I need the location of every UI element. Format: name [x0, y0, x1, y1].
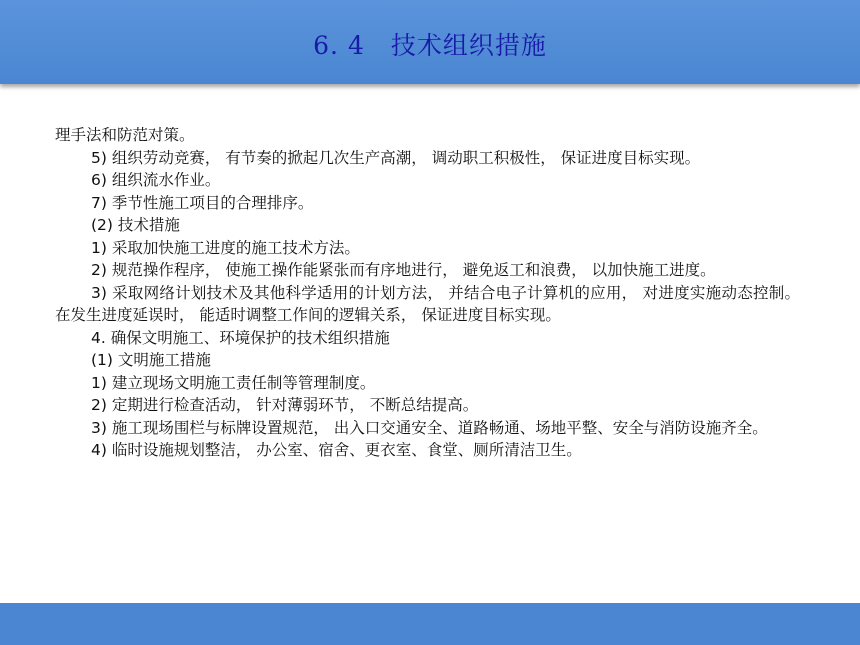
body-paragraph: 4) 临时设施规划整洁， 办公室、宿舍、更衣室、食堂、厕所清洁卫生。	[91, 441, 582, 459]
body-paragraph: 5) 组织劳动竞赛， 有节奏的掀起几次生产高潮， 调动职工积极性， 保证进度目标实现。	[91, 148, 701, 167]
slide-body	[55, 124, 800, 462]
body-paragraph: 2) 定期进行检查活动， 针对薄弱环节， 不断总结提高。	[91, 396, 479, 414]
footer-bar	[0, 603, 860, 645]
body-paragraph: (2) 技术措施	[91, 216, 180, 234]
body-paragraph: 3) 采取网络计划技术及其他科学适用的计划方法， 并结合电子计算机的应用， 对进度实施动态控制。在发生进度延误时， 能适时调整工作间的逻辑关系， 保证进度目标实现。	[55, 283, 800, 324]
body-paragraph: 7) 季节性施工项目的合理排序。	[91, 193, 314, 212]
slide-title: 6. 4 技术组织措施	[313, 31, 547, 60]
body-paragraph: 2) 规范操作程序， 使施工操作能紧张而有序地进行， 避免返工和浪费， 以加快施工进度。	[91, 261, 716, 279]
header-bar	[0, 0, 860, 84]
body-paragraph: (1) 文明施工措施	[91, 351, 211, 369]
body-paragraph: 3) 施工现场围栏与标牌设置规范， 出入口交通安全、道路畅通、场地平整、安全与消防设施齐全。	[91, 418, 768, 437]
body-paragraph: 1) 建立现场文明施工责任制等管理制度。	[91, 373, 376, 392]
body-paragraph: 理手法和防范对策。	[55, 126, 195, 144]
body-paragraph: 6) 组织流水作业。	[91, 171, 221, 189]
body-paragraph: 1) 采取加快施工进度的施工技术方法。	[91, 238, 360, 257]
body-paragraph: 4. 确保文明施工、环境保护的技术组织措施	[91, 328, 390, 347]
